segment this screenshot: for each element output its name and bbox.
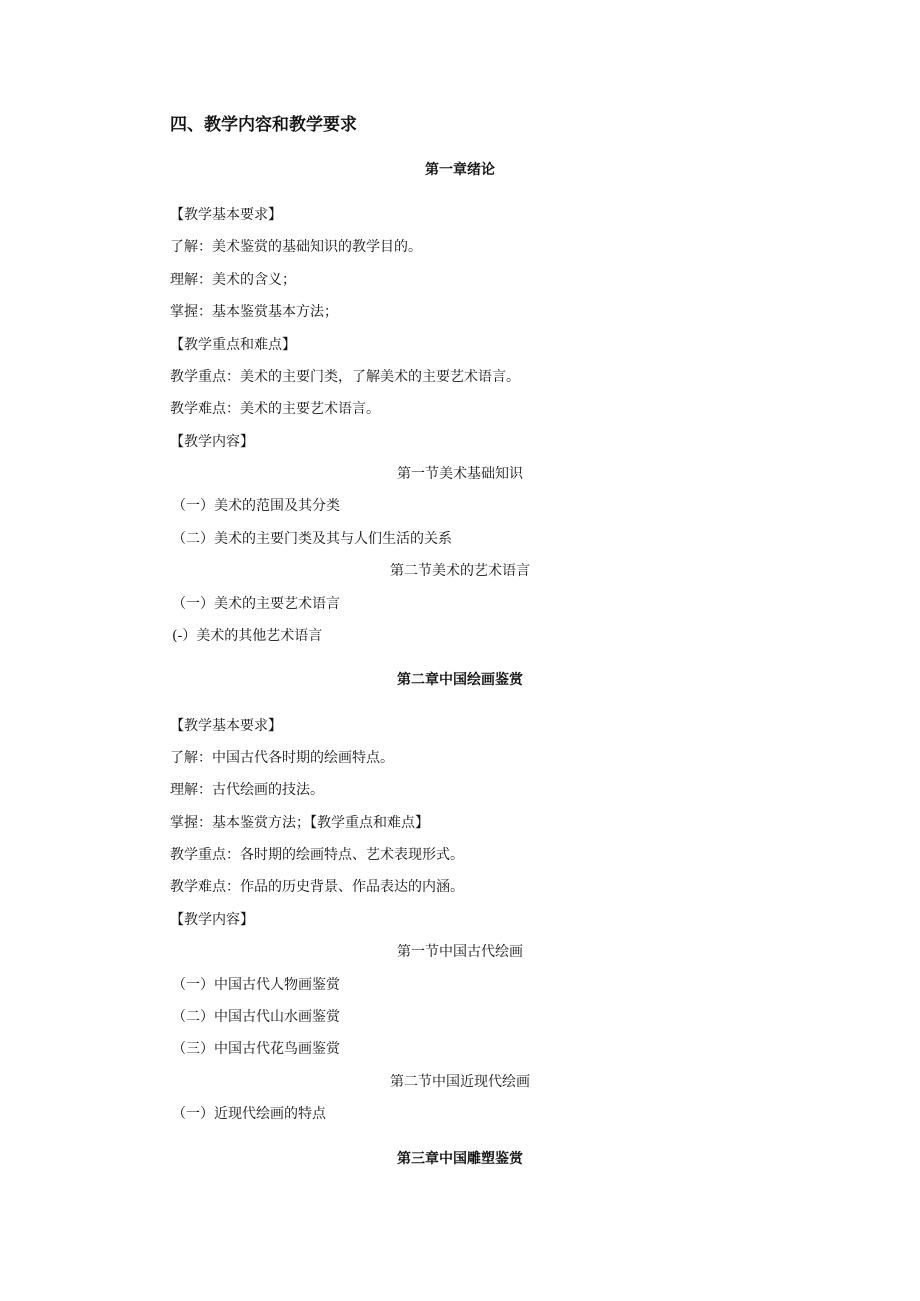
list-item: （一）美术的主要艺术语言 — [172, 596, 340, 612]
chapter2-section1-title: 第一节中国古代绘画 — [397, 944, 523, 960]
chapter1-understand: 了解：美术鉴赏的基础知识的教学目的。 — [170, 239, 422, 255]
section-heading: 四、教学内容和教学要求 — [170, 115, 357, 135]
chapter1-title: 第一章绪论 — [425, 162, 495, 178]
chapter1-comprehend: 理解：美术的含义； — [170, 272, 296, 288]
chapter2-basic-requirements-label: 【教学基本要求】 — [170, 718, 282, 734]
chapter2-content-label: 【教学内容】 — [170, 912, 254, 928]
chapter3-title: 第三章中国雕塑鉴赏 — [397, 1151, 523, 1167]
chapter2-comprehend: 理解：古代绘画的技法。 — [170, 782, 324, 798]
chapter1-difficulty: 教学难点：美术的主要艺术语言。 — [170, 401, 380, 417]
chapter1-content-label: 【教学内容】 — [170, 434, 254, 450]
chapter2-title: 第二章中国绘画鉴赏 — [397, 672, 523, 688]
chapter2-master: 掌握：基本鉴赏方法；【教学重点和难点】 — [170, 815, 429, 831]
chapter1-key-points-label: 【教学重点和难点】 — [170, 337, 296, 353]
list-item: （二）中国古代山水画鉴赏 — [172, 1009, 340, 1025]
list-item: (-）美术的其他艺术语言 — [172, 628, 323, 644]
chapter2-section2-title: 第二节中国近现代绘画 — [390, 1074, 530, 1090]
chapter1-basic-requirements-label: 【教学基本要求】 — [170, 207, 282, 223]
list-item: （三）中国古代花鸟画鉴赏 — [172, 1041, 340, 1057]
chapter1-master: 掌握：基本鉴赏基本方法； — [170, 304, 338, 320]
list-item: （一）中国古代人物画鉴赏 — [172, 977, 340, 993]
chapter2-understand: 了解：中国古代各时期的绘画特点。 — [170, 750, 394, 766]
list-item: （二）美术的主要门类及其与人们生活的关系 — [172, 531, 452, 547]
chapter1-section2-title: 第二节美术的艺术语言 — [390, 563, 530, 579]
list-item: （一）美术的范围及其分类 — [172, 498, 340, 514]
chapter1-key-point: 教学重点：美术的主要门类，了解美术的主要艺术语言。 — [170, 369, 520, 385]
list-item: （一）近现代绘画的特点 — [172, 1106, 326, 1122]
chapter1-section1-title: 第一节美术基础知识 — [397, 466, 523, 482]
chapter2-difficulty: 教学难点：作品的历史背景、作品表达的内涵。 — [170, 879, 464, 895]
chapter2-key-point: 教学重点：各时期的绘画特点、艺术表现形式。 — [170, 847, 464, 863]
